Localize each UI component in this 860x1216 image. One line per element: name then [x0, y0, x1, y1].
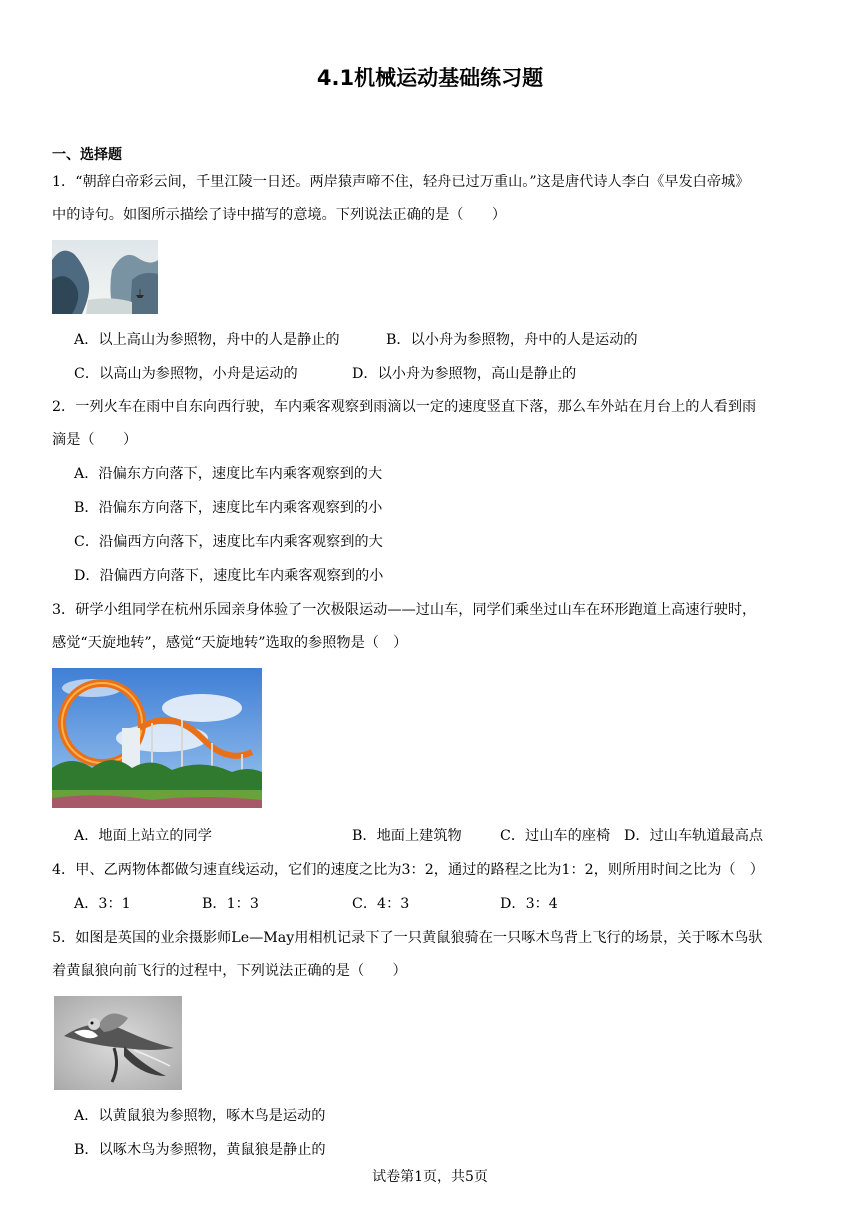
question-3-roller-coaster-image [52, 668, 262, 808]
question-1-option-d[interactable]: D．以小舟为参照物，高山是静止的 [352, 366, 577, 382]
question-4-option-b[interactable]: B．1：3 [202, 896, 259, 912]
question-2-option-d[interactable]: D．沿偏西方向落下，速度比车内乘客观察到的小 [74, 568, 384, 584]
question-5-text-line-2: 着黄鼠狼向前飞行的过程中，下列说法正确的是（ ） [52, 963, 407, 979]
question-5-option-a[interactable]: A．以黄鼠狼为参照物，啄木鸟是运动的 [74, 1108, 326, 1124]
question-5-option-b[interactable]: B．以啄木鸟为参照物，黄鼠狼是静止的 [74, 1142, 326, 1158]
question-4-text-line-1: 4．甲、乙两物体都做匀速直线运动，它们的速度之比为3：2，通过的路程之比为1：2，则所用时间之比为（ ） [52, 862, 764, 878]
question-3-option-d[interactable]: D．过山车轨道最高点 [624, 828, 764, 844]
question-2-text-line-2: 滴是（ ） [52, 432, 138, 448]
question-1-landscape-image [52, 240, 158, 314]
question-2-text-line-1: 2．一列火车在雨中自东向西行驶，车内乘客观察到雨滴以一定的速度竖直下落，那么车外站在月台上的人看到雨 [52, 399, 757, 415]
question-3-text-line-2: 感觉“天旋地转”，感觉“天旋地转”选取的参照物是（ ） [52, 635, 408, 651]
question-5-weasel-woodpecker-image [54, 996, 182, 1090]
page-title: 4.1机械运动基础练习题 [316, 66, 544, 90]
question-2-option-a[interactable]: A．沿偏东方向落下，速度比车内乘客观察到的大 [74, 466, 383, 482]
question-3-option-b[interactable]: B．地面上建筑物 [352, 828, 462, 844]
question-2-option-b[interactable]: B．沿偏东方向落下，速度比车内乘客观察到的小 [74, 500, 383, 516]
question-3-text-line-1: 3．研学小组同学在杭州乐园亲身体验了一次极限运动——过山车，同学们乘坐过山车在环形跑道上高速行驶时， [52, 602, 757, 618]
question-1-option-b[interactable]: B．以小舟为参照物，舟中的人是运动的 [386, 332, 638, 348]
question-1-option-c[interactable]: C．以高山为参照物，小舟是运动的 [74, 366, 298, 382]
question-3-option-a[interactable]: A．地面上站立的同学 [74, 828, 212, 844]
question-1-text-line-2: 中的诗句。如图所示描绘了诗中描写的意境。下列说法正确的是（ ） [52, 207, 507, 223]
question-5-text-line-1: 5．如图是英国的业余摄影师Le—May用相机记录下了一只黄鼠狼骑在一只啄木鸟背上飞行的场景，关于啄木鸟驮 [52, 930, 763, 946]
question-4-option-d[interactable]: D．3：4 [500, 896, 558, 912]
page-footer: 试卷第1页，共5页 [372, 1169, 488, 1185]
question-3-option-c[interactable]: C．过山车的座椅 [500, 828, 611, 844]
question-1-text-line-1: 1．“朝辞白帝彩云间，千里江陵一日还。两岸猿声啼不住，轻舟已过万重山。”这是唐代诗人李白《早发白帝城》 [52, 174, 750, 190]
question-1-option-a[interactable]: A．以上高山为参照物，舟中的人是静止的 [74, 332, 340, 348]
section-heading: 一、选择题 [52, 147, 122, 163]
question-2-option-c[interactable]: C．沿偏西方向落下，速度比车内乘客观察到的大 [74, 534, 383, 550]
question-4-option-a[interactable]: A．3：1 [74, 896, 131, 912]
question-4-option-c[interactable]: C．4：3 [352, 896, 410, 912]
